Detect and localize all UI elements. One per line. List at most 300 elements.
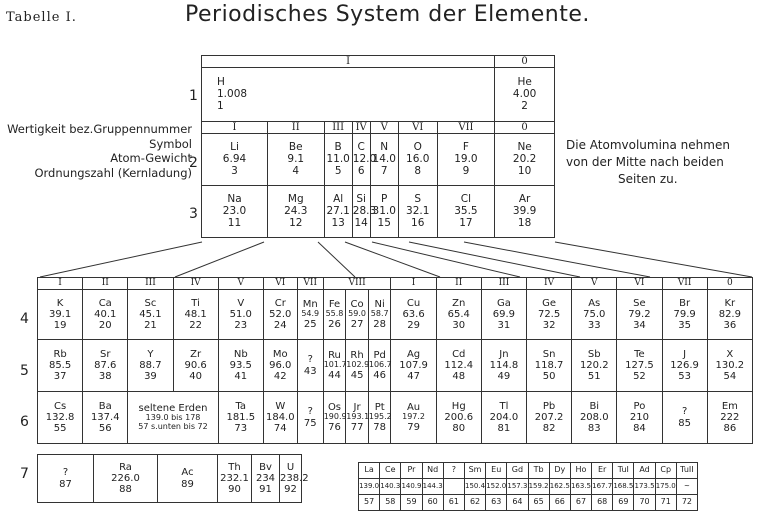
element-number: 28 [373, 318, 387, 330]
rare-earth-weight: 139.0 [359, 479, 380, 495]
element-weight: 23.0 [222, 205, 247, 217]
element-weight: 190.9 [323, 412, 347, 422]
element-number: 26 [328, 318, 341, 330]
rare-earth-weight: 173.5 [634, 479, 655, 495]
element-weight: 79.9 [673, 308, 696, 320]
element-number: 40 [189, 371, 202, 383]
group-header: V [218, 278, 263, 290]
rare-earth-symbol: Ho [570, 463, 591, 479]
element-symbol: Ar [518, 193, 531, 206]
element-symbol: Be [288, 141, 303, 154]
element-symbol: C [357, 141, 365, 154]
element-weight: 11.0 [326, 153, 350, 165]
element-symbol: Th [228, 461, 241, 473]
element-cell-Te [617, 340, 662, 392]
element-weight: 210 [629, 411, 649, 423]
element-cell-Po [617, 392, 662, 444]
element-symbol: Ti [191, 297, 200, 309]
element-weight: 79.2 [628, 308, 651, 320]
element-symbol: Jn [499, 348, 509, 360]
element-number: 44 [328, 369, 341, 381]
element-symbol: ? [307, 354, 313, 366]
element-cell-Ru [323, 340, 346, 392]
element-symbol: Al [333, 193, 344, 206]
period7-row [38, 455, 302, 503]
element-number: 48 [452, 371, 466, 383]
element-weight: 87.6 [94, 359, 117, 371]
element-weight: 6.94 [222, 153, 247, 165]
period4-row [38, 290, 753, 340]
element-cell-Se [617, 290, 662, 340]
element-symbol: Mo [272, 348, 288, 360]
element-cell-Mn [297, 290, 323, 340]
element-symbol: Fe [328, 298, 341, 310]
rare-earth-symbols [359, 463, 698, 479]
element-symbol: ? [681, 406, 688, 418]
element-number: 14 [354, 216, 368, 229]
element-symbol: Y [147, 348, 154, 360]
element-number: 29 [407, 320, 420, 332]
rare-earth-weight: ~ [676, 479, 697, 495]
element-number: 55 [53, 423, 67, 435]
element-number: 13 [331, 216, 345, 229]
element-weight: 139.0 bis 178 [145, 413, 201, 423]
element-symbol: Sc [144, 297, 157, 309]
element-symbol: Ne [517, 141, 532, 154]
element-symbol: Sb [587, 348, 601, 360]
element-number: 46 [373, 369, 387, 381]
rare-earth-number: 62 [464, 495, 485, 511]
element-number: 51 [587, 371, 601, 383]
element-number: 75 [303, 417, 317, 429]
element-number: 38 [98, 371, 112, 383]
element-symbol: Ag [406, 348, 421, 360]
element-number: 54 [723, 371, 737, 383]
element-number: 30 [452, 320, 466, 332]
rare-earth-weight: 152.0 [486, 479, 507, 495]
element-weight: 204.0 [489, 411, 519, 423]
element-number: 85 [678, 417, 691, 429]
element-cell-Pt [368, 392, 391, 444]
element-symbol: O [413, 141, 422, 154]
period-label-2: 2 [189, 155, 198, 171]
element-cell-Kr [707, 290, 752, 340]
element-number: 36 [723, 320, 737, 332]
rare-earth-number: 63 [486, 495, 507, 511]
element-weight: 28.3 [352, 205, 377, 217]
element-symbol: Se [633, 297, 646, 309]
period-label-4: 4 [20, 311, 29, 327]
element-symbol: Nb [233, 348, 248, 360]
rare-earth-symbol: Gd [507, 463, 528, 479]
rare-earth-weight: 159.2 [528, 479, 549, 495]
element-symbol: Pt [374, 401, 385, 413]
element-number: 83 [587, 423, 601, 435]
element-number: 27 [350, 318, 364, 330]
element-cell-Th [218, 455, 252, 503]
element-symbol: P [381, 193, 388, 206]
rare-earth-symbol: Dy [549, 463, 570, 479]
page-title: Periodisches System der Elemente. [185, 2, 590, 27]
period6-row [38, 392, 753, 444]
element-weight: 59.0 [348, 309, 366, 319]
rare-earth-number: 66 [549, 495, 570, 511]
element-weight: 90.6 [184, 359, 207, 371]
element-cell-Au [391, 392, 436, 444]
element-number: 34 [633, 320, 646, 332]
element-weight: 88.7 [139, 359, 162, 371]
element-number: 33 [587, 320, 601, 332]
element-cell-Hg [436, 392, 481, 444]
element-symbol: Pd [373, 349, 386, 361]
element-weight: 72.5 [537, 308, 561, 320]
group-header: 0 [495, 122, 555, 134]
period5-row [38, 340, 753, 392]
element-number: 4 [292, 164, 300, 177]
element-weight: 58.7 [370, 309, 389, 319]
rare-earth-weight: 150.4 [464, 479, 485, 495]
element-number: 17 [459, 216, 473, 229]
element-cell-Jr [346, 392, 369, 444]
element-symbol: Ru [328, 349, 341, 361]
element-cell-Os [323, 392, 346, 444]
element-symbol: As [588, 297, 601, 309]
element-symbol: Ra [119, 461, 132, 473]
element-number: 22 [189, 320, 202, 332]
element-cell-seltene-Erden [128, 392, 218, 444]
element-cell-W [263, 392, 297, 444]
element-weight: 19.0 [454, 153, 478, 165]
rare-earth-symbol: Pr [401, 463, 422, 479]
period-label-6: 6 [20, 414, 29, 430]
element-weight: 181.5 [226, 411, 256, 423]
group-header: III [324, 122, 352, 134]
element-symbol: Tl [499, 400, 509, 412]
element-weight: 106.7 [368, 360, 392, 370]
element-cell-V [218, 290, 263, 340]
element-cell-Zr [173, 340, 218, 392]
element-number: 21 [144, 320, 157, 332]
element-number: 49 [497, 371, 511, 383]
element-cell-Fe [323, 290, 346, 340]
rare-earth-weight: 144.3 [422, 479, 443, 495]
period-label-5: 5 [20, 363, 29, 379]
element-number: 10 [517, 164, 532, 177]
element-symbol: Kr [724, 297, 736, 309]
table-number: Tabelle I. [6, 10, 77, 25]
element-weight: 20.2 [512, 153, 537, 165]
element-symbol: Rb [53, 348, 67, 360]
element-cell-Br [662, 290, 707, 340]
period-label-1: 1 [189, 88, 198, 104]
element-weight: 114.8 [489, 359, 519, 371]
element-cell-Ag [391, 340, 436, 392]
rare-earth-symbol: La [359, 463, 380, 479]
element-symbol: Br [679, 297, 691, 309]
element-symbol: ? [307, 406, 313, 418]
group-header: VI [263, 278, 297, 290]
element-symbol: X [726, 348, 734, 360]
group-header: 0 [707, 278, 752, 290]
element-cell-Ba [83, 392, 128, 444]
element-number: 74 [273, 423, 287, 435]
rare-earth-symbol: Er [592, 463, 613, 479]
element-weight: 51.0 [229, 308, 252, 320]
rare-earth-weight: 175.0 [655, 479, 676, 495]
rare-earth-table [358, 462, 698, 511]
element-cell-Zn [436, 290, 481, 340]
element-symbol: Au [406, 401, 421, 413]
element-weight: 65.4 [447, 308, 470, 320]
note-line-2: von der Mitte nach beiden [566, 155, 724, 169]
element-number: 77 [350, 421, 364, 433]
element-cell-Ni [368, 290, 391, 340]
element-cell-Pd [368, 340, 391, 392]
rare-earth-number: 68 [592, 495, 613, 511]
element-weight: 234 [255, 472, 276, 484]
element-number: 16 [411, 216, 425, 229]
rare-earth-symbol: Ce [380, 463, 401, 479]
element-number: 2 [521, 99, 528, 112]
long-group-header [38, 278, 753, 290]
group-header: IV [352, 122, 370, 134]
element-number: 86 [723, 423, 737, 435]
element-symbol: Ta [235, 400, 247, 412]
element-number: 76 [328, 421, 341, 433]
element-symbol: Co [350, 298, 364, 310]
rare-earth-number: 61 [443, 495, 464, 511]
element-cell-Sb [572, 340, 617, 392]
element-cell-Cd [436, 340, 481, 392]
rare-earth-symbol: Tb [528, 463, 549, 479]
element-weight: 35.5 [454, 205, 478, 217]
element-weight: 208.0 [579, 411, 609, 423]
element-cell-Sn [527, 340, 572, 392]
group-header: I [202, 122, 268, 134]
element-cell-Bi [572, 392, 617, 444]
element-weight: 12.0 [352, 153, 377, 165]
element-number: 39 [144, 371, 157, 383]
element-cell-Sr [83, 340, 128, 392]
element-symbol: seltene Erden [138, 402, 208, 414]
element-symbol: N [380, 141, 389, 154]
note-line-1: Die Atomvolumina nehmen [566, 138, 730, 152]
element-number: 57 s.unten bis 72 [138, 422, 208, 432]
element-weight: 102.9 [346, 360, 370, 370]
long-period-table [37, 277, 753, 444]
element-symbol: Ga [496, 297, 511, 309]
element-weight: 137.4 [90, 411, 120, 423]
element-symbol: Bi [589, 400, 600, 412]
element-symbol: Zr [190, 348, 202, 360]
element-number: 50 [542, 371, 556, 383]
period-label-3: 3 [189, 206, 198, 222]
element-number: 11 [227, 216, 242, 229]
element-number: 12 [289, 216, 303, 229]
element-cell-Ga [481, 290, 526, 340]
element-symbol: F [462, 141, 469, 154]
element-weight: 222 [720, 411, 740, 423]
element-weight: 130.2 [715, 359, 745, 371]
element-weight: 126.9 [670, 359, 699, 371]
element-cell-Ta [218, 392, 263, 444]
group-header: IV [173, 278, 218, 290]
element-symbol: S [414, 193, 422, 206]
group-header: III [481, 278, 526, 290]
element-number: 6 [357, 164, 365, 177]
rare-earth-number: 60 [422, 495, 443, 511]
element-weight: 207.2 [534, 411, 564, 423]
element-weight: 193.1 [346, 412, 370, 422]
element-cell-Mo [263, 340, 297, 392]
group-header: II [267, 122, 324, 134]
rare-earth-symbol: TuII [676, 463, 697, 479]
element-weight: 63.6 [402, 308, 425, 320]
legend-symbol: Symbol [149, 136, 192, 151]
element-weight: 107.9 [399, 359, 428, 371]
period7-table [37, 454, 309, 503]
element-symbol: Ni [374, 298, 385, 310]
element-weight: 27.1 [326, 205, 350, 217]
element-number: 87 [59, 478, 72, 490]
element-number: 79 [407, 421, 420, 433]
element-number: 78 [373, 421, 387, 433]
element-number: 41 [234, 371, 248, 383]
element-cell-Y [128, 340, 173, 392]
element-weight: 32.1 [406, 205, 430, 217]
element-number: 82 [542, 423, 556, 435]
element-cell-Nb [218, 340, 263, 392]
note-line-3: Seiten zu. [618, 172, 678, 186]
element-number: 32 [542, 320, 556, 332]
element-number: 8 [414, 164, 422, 177]
element-weight: 120.2 [579, 359, 609, 371]
element-symbol: Te [634, 348, 645, 360]
element-number: 52 [633, 371, 646, 383]
element-cell-Sc [128, 290, 173, 340]
element-cell-unknown [297, 340, 323, 392]
element-weight: 39.9 [512, 205, 537, 217]
rare-earth-weight: 163.5 [570, 479, 591, 495]
element-number: 35 [678, 320, 691, 332]
element-weight: 197.2 [402, 412, 426, 422]
element-weight: 93.5 [229, 359, 252, 371]
element-symbol: He [517, 76, 532, 89]
element-weight: 1.008 [217, 87, 248, 100]
element-symbol: Jr [353, 401, 361, 413]
rare-earth-weight: 157.3 [507, 479, 528, 495]
element-weight: 226.0 [111, 472, 140, 484]
element-cell-Ac [158, 455, 218, 503]
element-number: 53 [678, 371, 691, 383]
rare-earth-symbol: ? [443, 463, 464, 479]
element-cell-Bv [252, 455, 280, 503]
element-symbol: J [683, 348, 687, 360]
element-weight: 85.5 [48, 359, 72, 371]
element-weight: 184.0 [265, 411, 295, 423]
element-number: 20 [98, 320, 112, 332]
rare-earth-weight: 162.5 [549, 479, 570, 495]
element-weight: 238.2 [280, 472, 309, 484]
rare-earth-number: 69 [613, 495, 634, 511]
group-header: III [128, 278, 173, 290]
element-number: 91 [259, 484, 272, 496]
element-symbol: Cr [274, 297, 286, 309]
element-weight: 232.1 [220, 472, 249, 484]
element-symbol: Rh [350, 349, 364, 361]
element-number: 45 [350, 369, 364, 381]
element-number: 43 [303, 365, 317, 377]
element-cell-J [662, 340, 707, 392]
element-cell-Co [346, 290, 369, 340]
element-cell-Cu [391, 290, 436, 340]
element-weight: 4.00 [512, 87, 537, 100]
element-number: 47 [407, 371, 420, 383]
rare-earth-symbol: Ad [634, 463, 655, 479]
group-header: VI [617, 278, 662, 290]
rare-earth-weight: 167.7 [592, 479, 613, 495]
element-weight: 69.9 [492, 308, 516, 320]
element-weight: 40.1 [94, 308, 117, 320]
legend-atomic-weight: Atom-Gewicht [110, 151, 192, 165]
group-header: II [83, 278, 128, 290]
element-number: 80 [452, 423, 466, 435]
group-header-I: I [202, 56, 495, 68]
element-number: 31 [497, 320, 511, 332]
group-header: V [572, 278, 617, 290]
element-weight: 52.0 [269, 308, 292, 320]
element-symbol: B [334, 141, 342, 154]
element-symbol: Zn [452, 297, 466, 309]
element-symbol: Ge [542, 297, 557, 309]
element-number: 15 [377, 216, 391, 229]
element-cell-Cs [38, 392, 83, 444]
group-header: V [370, 122, 398, 134]
element-cell-Ra [94, 455, 158, 503]
element-symbol: Em [721, 400, 738, 412]
group-header: I [38, 278, 83, 290]
rare-earth-number: 57 [359, 495, 380, 511]
element-symbol: Cs [53, 400, 67, 412]
element-cell-Ca [83, 290, 128, 340]
rare-earth-symbol: TuI [613, 463, 634, 479]
element-weight: 45.1 [139, 308, 162, 320]
element-symbol: Mn [302, 298, 318, 310]
element-symbol: Bv [259, 461, 272, 473]
element-symbol: Mg [287, 193, 304, 206]
rare-earth-symbol: Eu [486, 463, 507, 479]
group-header: VII [437, 122, 495, 134]
group-header: VII [297, 278, 323, 290]
legend-valence: Wertigkeit bez.Gruppennummer [7, 122, 192, 136]
element-symbol: Cd [452, 348, 466, 360]
rare-earth-number: 72 [676, 495, 697, 511]
element-number: 89 [181, 478, 194, 490]
element-symbol: Po [633, 400, 646, 412]
element-cell-Cr [263, 290, 297, 340]
element-weight: 195.2 [368, 412, 392, 422]
element-symbol: Cu [406, 297, 421, 309]
rare-earth-number: 70 [634, 495, 655, 511]
element-number: 24 [273, 320, 287, 332]
element-cell-Jn [481, 340, 526, 392]
element-cell-U [280, 455, 309, 503]
rare-earth-number: 65 [528, 495, 549, 511]
element-weight: 101.7 [323, 360, 347, 370]
rare-earth-number: 67 [570, 495, 591, 511]
element-weight: 14.0 [372, 153, 396, 165]
element-symbol: U [286, 461, 295, 473]
